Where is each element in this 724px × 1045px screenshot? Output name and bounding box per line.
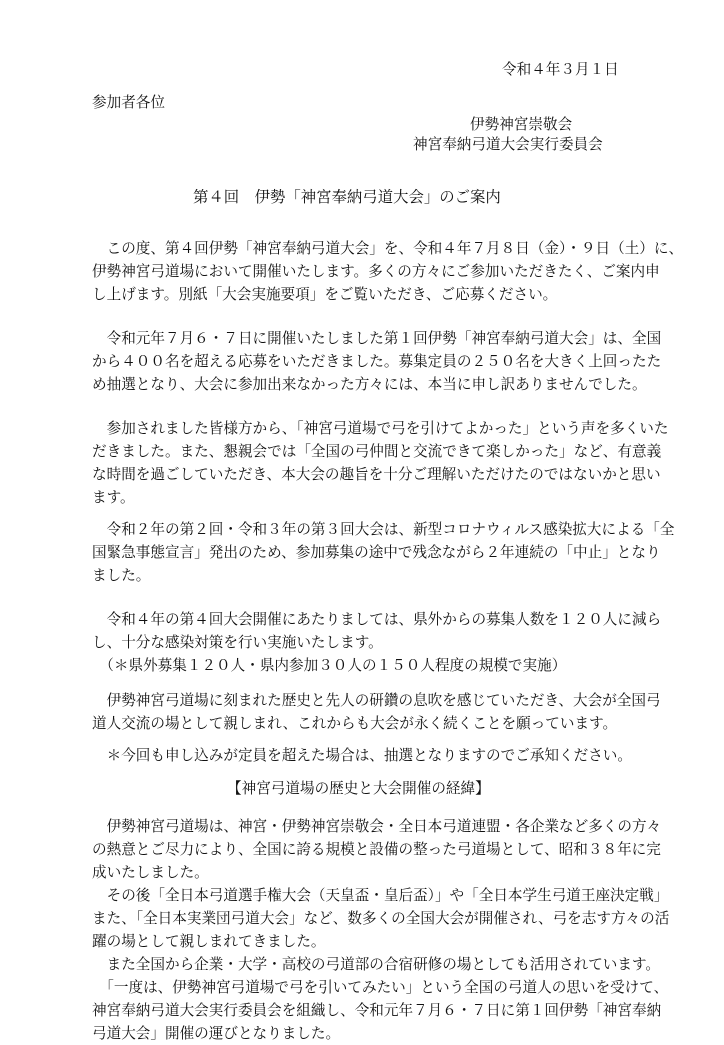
paragraph-hope: [92, 689, 661, 735]
paragraph-line: ＊今回も申し込みが定員を超えた場合は、抽選となりますのでご承知ください。: [92, 747, 632, 764]
paragraph-line: 伊勢神宮弓道場において開催いたします。多くの方々にご参加いただきたく、ご案内申: [92, 263, 660, 280]
paragraph-line: し上げます。別紙「大会実施要項」をご覧いただき、ご応募ください。: [92, 286, 558, 303]
section-heading: 【神宮弓道場の歴史と大会開催の経緯】: [227, 780, 490, 797]
sender-committee: 神宮奉納弓道大会実行委員会: [413, 136, 603, 153]
history-line: 伊勢神宮弓道場は、神宮・伊勢神宮崇敬会・全日本弓道連盟・各企業など多くの方々: [92, 818, 662, 835]
paragraph-line: 参加されました皆様方から、「神宮弓道場で弓を引けてよかった」という声を多くいた: [92, 420, 669, 437]
paragraph-feedback: [92, 417, 669, 509]
paragraph-line: な時間を過ごしていただき、本大会の趣旨を十分ご理解いただけたのではないかと思い: [92, 466, 661, 483]
document-title: 第４回 伊勢「神宮奉納弓道大会」のご案内: [193, 188, 501, 206]
document-date: 令和４年３月１日: [502, 61, 619, 78]
paragraph-line: だきました。また、懇親会では「全国の弓仲間と交流できて楽しかった」など、有意義: [92, 443, 662, 460]
paragraph-fourth-tournament: [92, 608, 662, 677]
paragraph-line: 伊勢神宮弓道場に刻まれた歴史と先人の研鑽の息吹を感じていただき、大会が全国弓: [92, 692, 661, 709]
paragraph-line: （＊県外募集１２０人・県内参加３０人の１５０人程度の規模で実施）: [92, 657, 567, 674]
paragraph-lottery-note: [92, 744, 646, 767]
sender-organization: 伊勢神宮崇敬会: [470, 116, 573, 133]
history-line: 神宮奉納弓道大会実行委員会を組織し、令和元年７月６・７日に第１回伊勢「神宮奉納: [92, 1002, 662, 1019]
paragraph-line: め抽選となり、大会に参加出来なかった方々には、本当に申し訳ありませんでした。: [92, 376, 647, 393]
history-section: [92, 815, 670, 1045]
paragraph-line: から４００名を超える応募をいただきました。募集定員の２５０名を大きく上回ったた: [92, 353, 662, 370]
paragraph-line: 国緊急事態宣言」発出のため、参加募集の途中で残念ながら２年連続の「中止」となり: [92, 544, 661, 561]
paragraph-cancellation: [92, 518, 675, 587]
history-line: 成いたしました。: [92, 864, 209, 881]
history-line: その後「全日本弓道選手権大会（天皇盃・皇后盃）」や「全日本学生弓道王座決定戦」: [92, 887, 669, 904]
paragraph-line: し、十分な感染対策を行い実施いたします。: [92, 634, 383, 651]
paragraph-line: ます。: [92, 489, 135, 506]
paragraph-line: 道人交流の場として親しまれ、これからも大会が永く続くことを願っています。: [92, 715, 618, 732]
history-line: の熱意とご尽力により、全国に誇る規模と設備の整った弓道場として、昭和３８年に完: [92, 841, 661, 858]
history-line: また、「全日本実業団弓道大会」など、数多くの全国大会が開催され、弓を志す方々の活: [92, 910, 670, 927]
history-line: 弓道大会」開催の運びとなりました。: [92, 1025, 341, 1042]
history-line: また全国から企業・大学・高校の弓道部の合宿研修の場としても活用されています。: [92, 956, 660, 973]
recipient-line: 参加者各位: [92, 94, 165, 111]
paragraph-line: 令和２年の第２回・令和３年の第３回大会は、新型コロナウィルス感染拡大による「全: [92, 521, 675, 538]
paragraph-line: 令和元年７月６・７日に開催いたしました第１回伊勢「神宮奉納弓道大会」は、全国: [92, 330, 662, 347]
history-line: 「一度は、伊勢神宮弓道場で弓を引いてみたい」という全国の弓道人の思いを受けて、: [92, 979, 669, 996]
paragraph-line: 令和４年の第４回大会開催にあたりましては、県外からの募集人数を１２０人に減ら: [92, 611, 662, 628]
paragraph-line: この度、第４回伊勢「神宮奉納弓道大会」を、令和４年７月８日（金）・９日（土）に、: [92, 240, 684, 257]
history-line: 躍の場として親しまれてきました。: [92, 933, 326, 950]
paragraph-first-tournament: [92, 327, 662, 396]
paragraph-intro: [92, 237, 684, 306]
paragraph-line: ました。: [92, 567, 151, 584]
